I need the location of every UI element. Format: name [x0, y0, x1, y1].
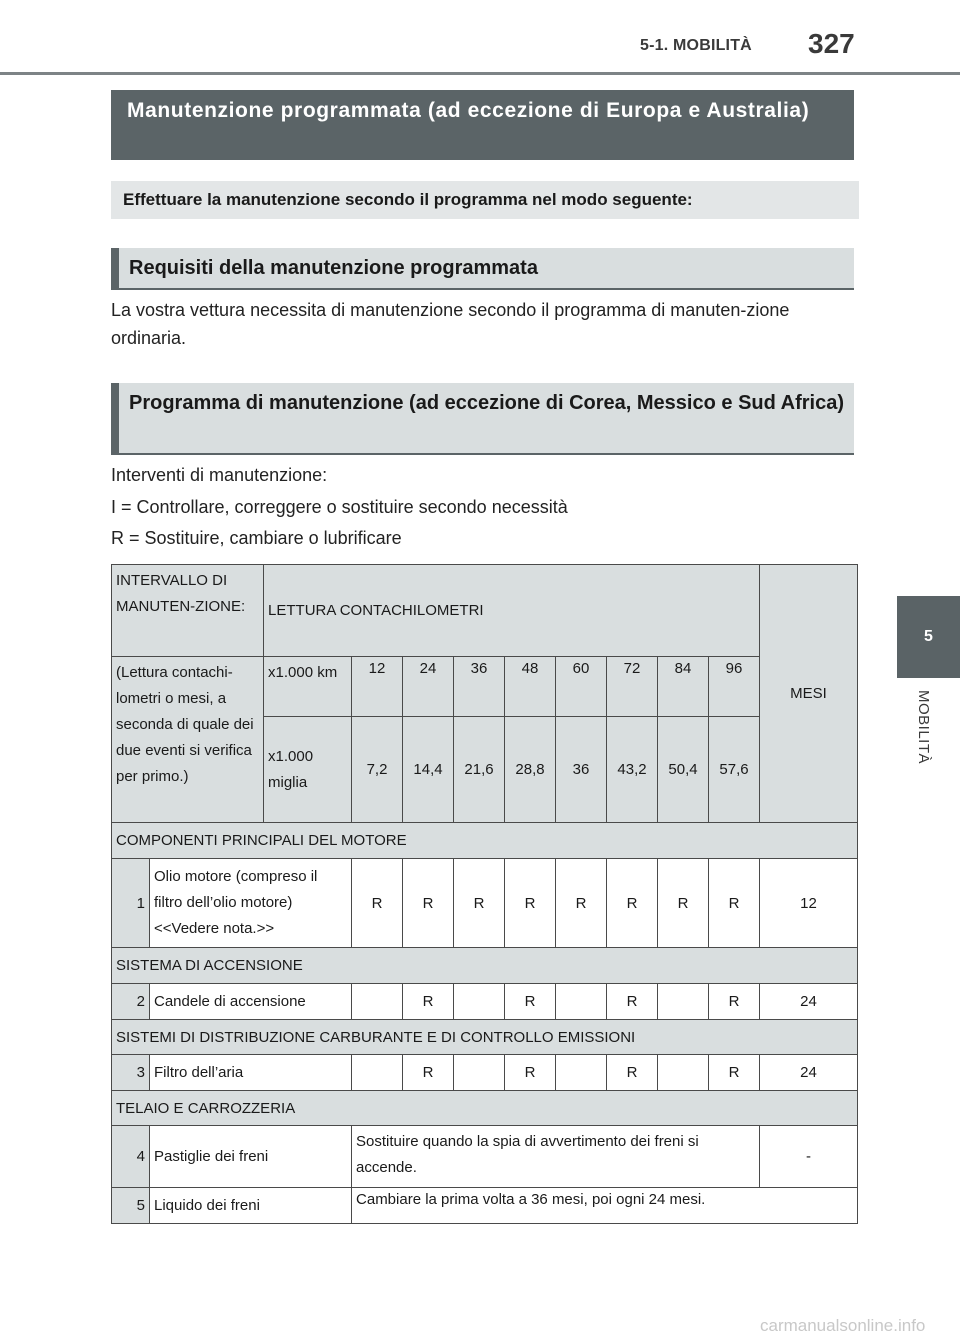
group-chassis: TELAIO E CARROZZERIA [112, 1091, 858, 1126]
legend-inspect: I = Controllare, correggere o sostituire secondo necessità [111, 497, 568, 517]
row-item: Olio motore (compreso il filtro dell’olio motore) <<Vedere nota.>> [150, 859, 352, 948]
row-number: 1 [112, 859, 150, 948]
km-unit-cell: x1.000 km [264, 657, 352, 717]
reading-note-cell: (Lettura contachi-lometri o mesi, a seconda di quale dei due eventi si verifica per primo.) [112, 657, 264, 823]
header-divider [0, 72, 960, 75]
group-engine: COMPONENTI PRINCIPALI DEL MOTORE [112, 823, 858, 859]
km-value-cell: 60 [556, 657, 607, 717]
row-months: 24 [760, 1055, 858, 1091]
miles-value-cell: 36 [556, 717, 607, 823]
row-note: Sostituire quando la spia di avvertimento dei freni si accende. [352, 1126, 760, 1188]
watermark: carmanualsonline.info [760, 1316, 926, 1335]
row-value [658, 984, 709, 1020]
miles-value-cell: 14,4 [403, 717, 454, 823]
miles-value-cell: 50,4 [658, 717, 709, 823]
row-value [658, 1055, 709, 1091]
km-value-cell: 96 [709, 657, 760, 717]
group-fuel: SISTEMI DI DISTRIBUZIONE CARBURANTE E DI CONTROLLO EMISSIONI [112, 1020, 858, 1055]
km-value-cell: 48 [505, 657, 556, 717]
row-value: R [403, 1055, 454, 1091]
row-item: Liquido dei freni [150, 1188, 352, 1224]
months-header-cell: MESI [760, 565, 858, 823]
row-value: R [403, 984, 454, 1020]
miles-unit-cell: x1.000 miglia [264, 717, 352, 823]
row-value [454, 1055, 505, 1091]
miles-value-cell: 57,6 [709, 717, 760, 823]
row-months: - [760, 1126, 858, 1188]
row-value: R [658, 859, 709, 948]
row-value: R [709, 984, 760, 1020]
row-value: R [607, 984, 658, 1020]
row-months: 12 [760, 859, 858, 948]
schedule-intro-line: Interventi di manutenzione: [111, 465, 328, 485]
legend-replace: R = Sostituire, cambiare o lubrificare [111, 528, 402, 548]
maintenance-schedule-table [111, 564, 858, 1224]
row-value: R [505, 1055, 556, 1091]
row-value: R [607, 859, 658, 948]
row-number: 2 [112, 984, 150, 1020]
section-title: 5-1. MOBILITÀ [640, 37, 752, 54]
row-number: 5 [112, 1188, 150, 1224]
row-value [454, 984, 505, 1020]
row-item: Filtro dell’aria [150, 1055, 352, 1091]
km-value-cell: 12 [352, 657, 403, 717]
group-ignition: SISTEMA DI ACCENSIONE [112, 948, 858, 984]
chapter-tab[interactable] [897, 596, 960, 678]
row-item: Candele di accensione [150, 984, 352, 1020]
chapter-number: 5 [924, 628, 933, 645]
intro-text: Effettuare la manutenzione secondo il programma nel modo seguente: [111, 181, 859, 219]
km-value-cell: 24 [403, 657, 454, 717]
miles-value-cell: 28,8 [505, 717, 556, 823]
row-value [556, 984, 607, 1020]
row-value: R [556, 859, 607, 948]
km-value-cell: 36 [454, 657, 505, 717]
row-note: Cambiare la prima volta a 36 mesi, poi ogni 24 mesi. [352, 1188, 858, 1224]
row-value: R [709, 859, 760, 948]
requirements-paragraph: La vostra vettura necessita di manutenzione secondo il programma di manuten-zione ordinaria. [111, 300, 790, 348]
row-number: 3 [112, 1055, 150, 1091]
km-value-cell: 72 [607, 657, 658, 717]
page-heading: Manutenzione programmata (ad eccezione di Europa e Australia) [111, 90, 854, 160]
page-number: 327 [808, 28, 855, 59]
miles-value-cell: 7,2 [352, 717, 403, 823]
row-value: R [454, 859, 505, 948]
row-value [556, 1055, 607, 1091]
interval-label-cell: INTERVALLO DI MANUTEN-ZIONE: [112, 565, 264, 657]
row-value: R [709, 1055, 760, 1091]
odometer-label-cell: LETTURA CONTACHILOMETRI [264, 565, 760, 657]
row-months: 24 [760, 984, 858, 1020]
row-value [352, 1055, 403, 1091]
row-value: R [352, 859, 403, 948]
miles-value-cell: 21,6 [454, 717, 505, 823]
km-value-cell: 84 [658, 657, 709, 717]
section-heading-schedule: Programma di manutenzione (ad eccezione di Corea, Messico e Sud Africa) [111, 383, 854, 455]
section-heading-requirements: Requisiti della manutenzione programmata [111, 248, 854, 290]
chapter-label: MOBILITÀ [915, 690, 932, 765]
row-value [352, 984, 403, 1020]
row-value: R [505, 859, 556, 948]
row-value: R [505, 984, 556, 1020]
row-value: R [403, 859, 454, 948]
row-item: Pastiglie dei freni [150, 1126, 352, 1188]
miles-value-cell: 43,2 [607, 717, 658, 823]
row-number: 4 [112, 1126, 150, 1188]
row-value: R [607, 1055, 658, 1091]
